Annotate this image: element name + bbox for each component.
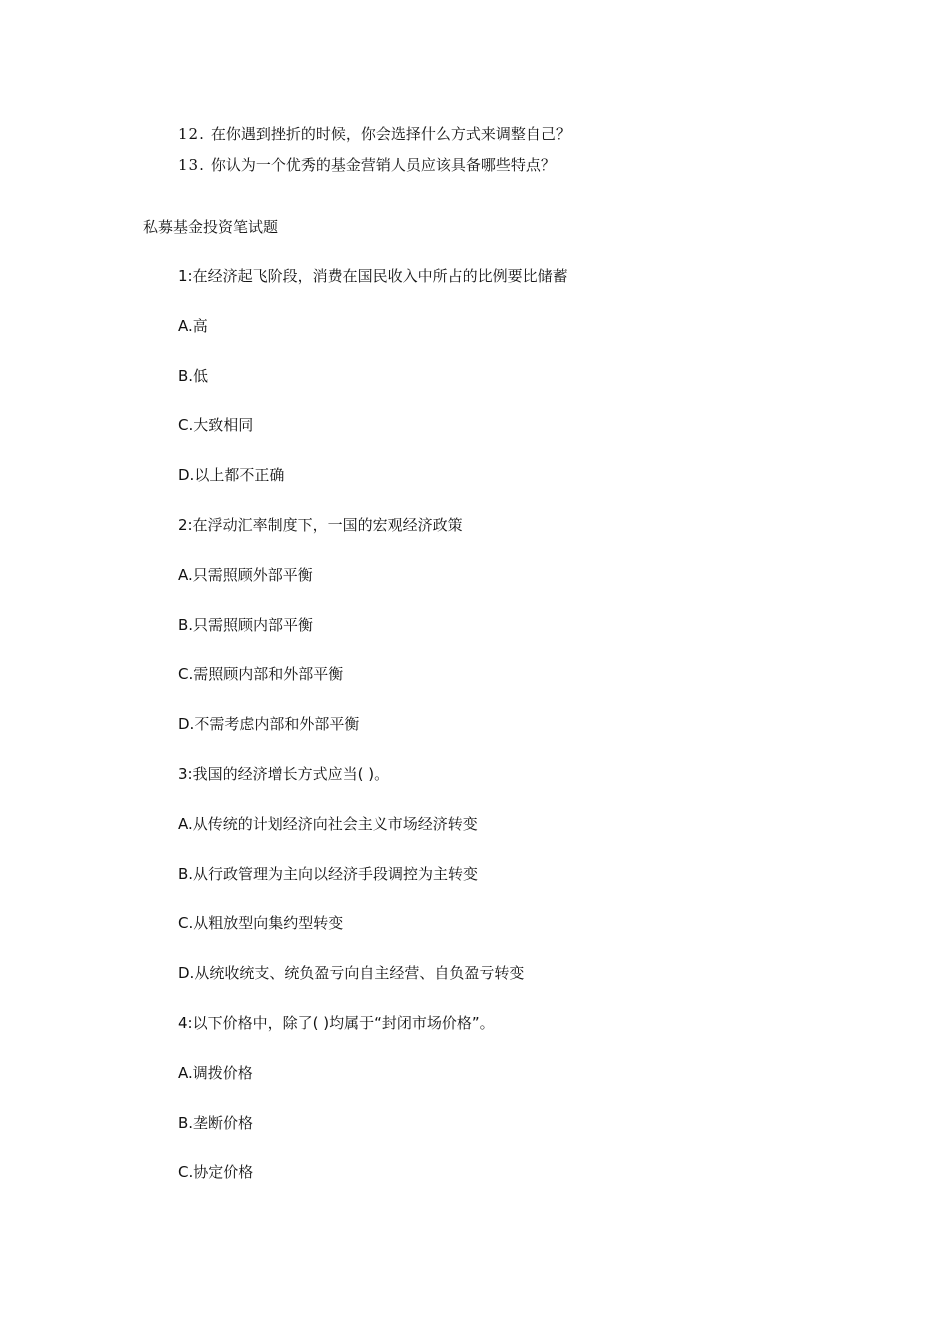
answer-option: B.从行政管理为主向以经济手段调控为主转变: [178, 864, 479, 883]
answer-option: B.只需照顾内部平衡: [178, 615, 314, 634]
answer-option: D.从统收统支、统负盈亏向自主经营、自负盈亏转变: [178, 964, 525, 983]
answer-option: C.需照顾内部和外部平衡: [178, 665, 344, 684]
answer-option: B.垄断价格: [178, 1113, 254, 1132]
section-title: 私募基金投资笔试题: [143, 218, 279, 236]
question-text: 你认为一个优秀的基金营销人员应该具备哪些特点？: [210, 156, 556, 174]
answer-option: B.低: [178, 366, 209, 385]
interview-question-12: [178, 124, 571, 144]
exam-question-list: [178, 264, 568, 1210]
question-stem: 3:我国的经济增长方式应当( )。: [178, 764, 390, 783]
question-stem: 2:在浮动汇率制度下，一国的宏观经济政策: [178, 515, 463, 534]
question-stem: 4:以下价格中，除了( )均属于“封闭市场价格”。: [178, 1013, 495, 1032]
answer-option: D.不需考虑内部和外部平衡: [178, 715, 360, 734]
answer-option: A.只需照顾外部平衡: [178, 565, 313, 584]
answer-option: C.从粗放型向集约型转变: [178, 914, 344, 933]
answer-option: A.高: [178, 316, 208, 335]
answer-option: C.大致相同: [178, 416, 254, 435]
answer-option: A.调拨价格: [178, 1063, 253, 1082]
question-text: 在你遇到挫折的时候，你会选择什么方式来调整自己？: [210, 125, 571, 143]
question-number: 13.: [178, 156, 205, 174]
answer-option: D.以上都不正确: [178, 466, 285, 485]
question-stem: 1:在经济起飞阶段，消费在国民收入中所占的比例要比储蓄: [178, 267, 568, 285]
answer-option: C.协定价格: [178, 1163, 254, 1182]
answer-option: A.从传统的计划经济向社会主义市场经济转变: [178, 814, 478, 833]
question-number: 12.: [178, 125, 205, 143]
interview-question-13: [178, 155, 556, 175]
